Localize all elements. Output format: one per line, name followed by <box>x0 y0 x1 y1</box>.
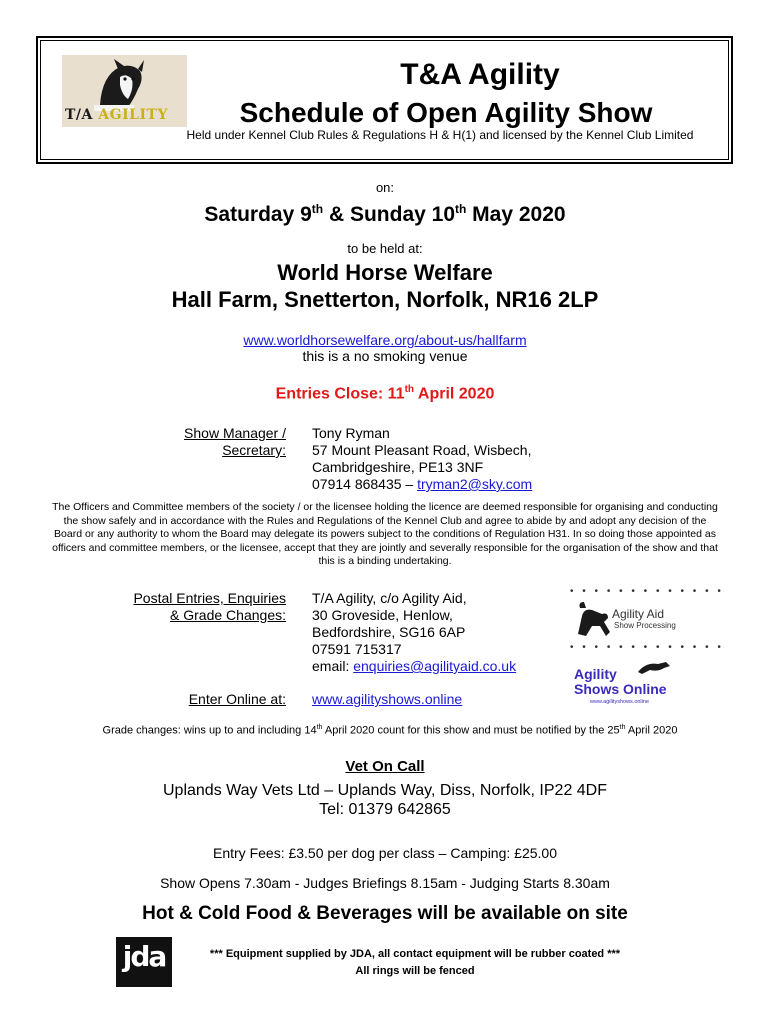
food-notice: Hot & Cold Food & Beverages will be available on site <box>142 903 628 924</box>
manager-label-2: Secretary: <box>222 442 286 458</box>
manager-contact: 07914 868435 – tryman2@sky.com <box>312 476 533 492</box>
manager-address-2: Cambridgeshire, PE13 3NF <box>312 459 484 475</box>
vet-address: Uplands Way Vets Ltd – Uplands Way, Diss, Norfolk, IP22 4DF <box>162 782 608 799</box>
jda-logo: jda <box>116 937 172 987</box>
on-label: on: <box>375 180 395 195</box>
event-date: Saturday 9th & Sunday 10th May 2020 <box>204 202 566 226</box>
held-under-text: Held under Kennel Club Rules & Regulations H & H(1) and licensed by the Kennel Club Limited <box>186 128 694 142</box>
agility-aid-sub: Show Processing <box>614 621 676 630</box>
postal-email-link[interactable]: enquiries@agilityaid.co.uk <box>353 658 517 674</box>
held-at-label: to be held at: <box>347 241 423 256</box>
page-title: T&A Agility <box>400 58 560 91</box>
venue-address: Hall Farm, Snetterton, Norfolk, NR16 2LP <box>171 287 599 312</box>
online-link-wrap <box>312 691 462 708</box>
show-times: Show Opens 7.30am - Judges Briefings 8.15am - Judging Starts 8.30am <box>160 875 610 891</box>
manager-label-1: Show Manager / <box>184 425 286 441</box>
agility-aid-dots-bottom: • • • • • • • • • • • • • <box>570 642 724 653</box>
venue-link[interactable]: www.worldhorsewelfare.org/about-us/hallfarm <box>243 332 527 348</box>
venue-link-wrap <box>0 332 770 348</box>
postal-line-1: T/A Agility, c/o Agility Aid, <box>312 590 467 606</box>
shows-online-url: www.agilityshows.online <box>590 699 649 705</box>
postal-line-2: 30 Groveside, Henlow, <box>312 607 453 623</box>
postal-phone: 07591 715317 <box>312 641 402 657</box>
grade-changes-text: Grade changes: wins up to and including 14th April 2020 count for this show and must be notified by the 25th April 2020 <box>102 724 678 737</box>
disclaimer-paragraph: The Officers and Committee members of the society / or the licensee holding the licence are deemed responsible for organising and conducting the show safely and in accordance with the Rules and Regulations of the Kennel Club and agree to abide by and adopt any decision of the Board or any authority to whom the Board may delegate its powers subject to the conditions of Regulation H31. In so doing those appointed as officers and committee members, or the licensee, accept that they are jointly and severally responsible for the organisation of the show and that this is a binding undertaking. <box>52 501 718 567</box>
online-link[interactable]: www.agilityshows.online <box>312 691 463 707</box>
shows-online-line-1: Agility <box>574 666 617 682</box>
postal-line-3: Bedfordshire, SG16 6AP <box>312 624 466 640</box>
manager-name: Tony Ryman <box>312 425 390 441</box>
jumping-dog-icon <box>636 660 674 676</box>
agility-aid-name: Agility Aid <box>612 607 665 621</box>
entry-fees: Entry Fees: £3.50 per dog per class – Camping: £25.00 <box>213 845 557 861</box>
postal-label-1: Postal Entries, Enquiries <box>133 590 286 606</box>
ta-agility-logo <box>62 55 187 127</box>
manager-address-1: 57 Mount Pleasant Road, Wisbech, <box>312 442 532 458</box>
postal-label-2: & Grade Changes: <box>170 607 286 623</box>
postal-email: email: enquiries@agilityaid.co.uk <box>312 658 517 674</box>
equipment-line-2: All rings will be fenced <box>355 965 475 977</box>
manager-email-link[interactable]: tryman2@sky.com <box>417 476 533 492</box>
entries-close: Entries Close: 11th April 2020 <box>275 384 495 403</box>
vet-tel: Tel: 01379 642865 <box>319 801 451 818</box>
shows-online-line-2: Shows Online <box>574 681 667 697</box>
no-smoking-text: this is a no smoking venue <box>302 348 468 364</box>
agility-aid-dots-top: • • • • • • • • • • • • • <box>570 586 724 597</box>
equipment-line-1: *** Equipment supplied by JDA, all contact equipment will be rubber coated *** <box>209 948 621 960</box>
logo-text: T/A AGILITY <box>65 107 168 123</box>
online-label: Enter Online at: <box>188 691 286 707</box>
page-subtitle: Schedule of Open Agility Show <box>239 97 653 128</box>
venue-name: World Horse Welfare <box>277 260 493 285</box>
vet-title: Vet On Call <box>345 758 425 775</box>
dog-silhouette-icon <box>574 598 614 640</box>
